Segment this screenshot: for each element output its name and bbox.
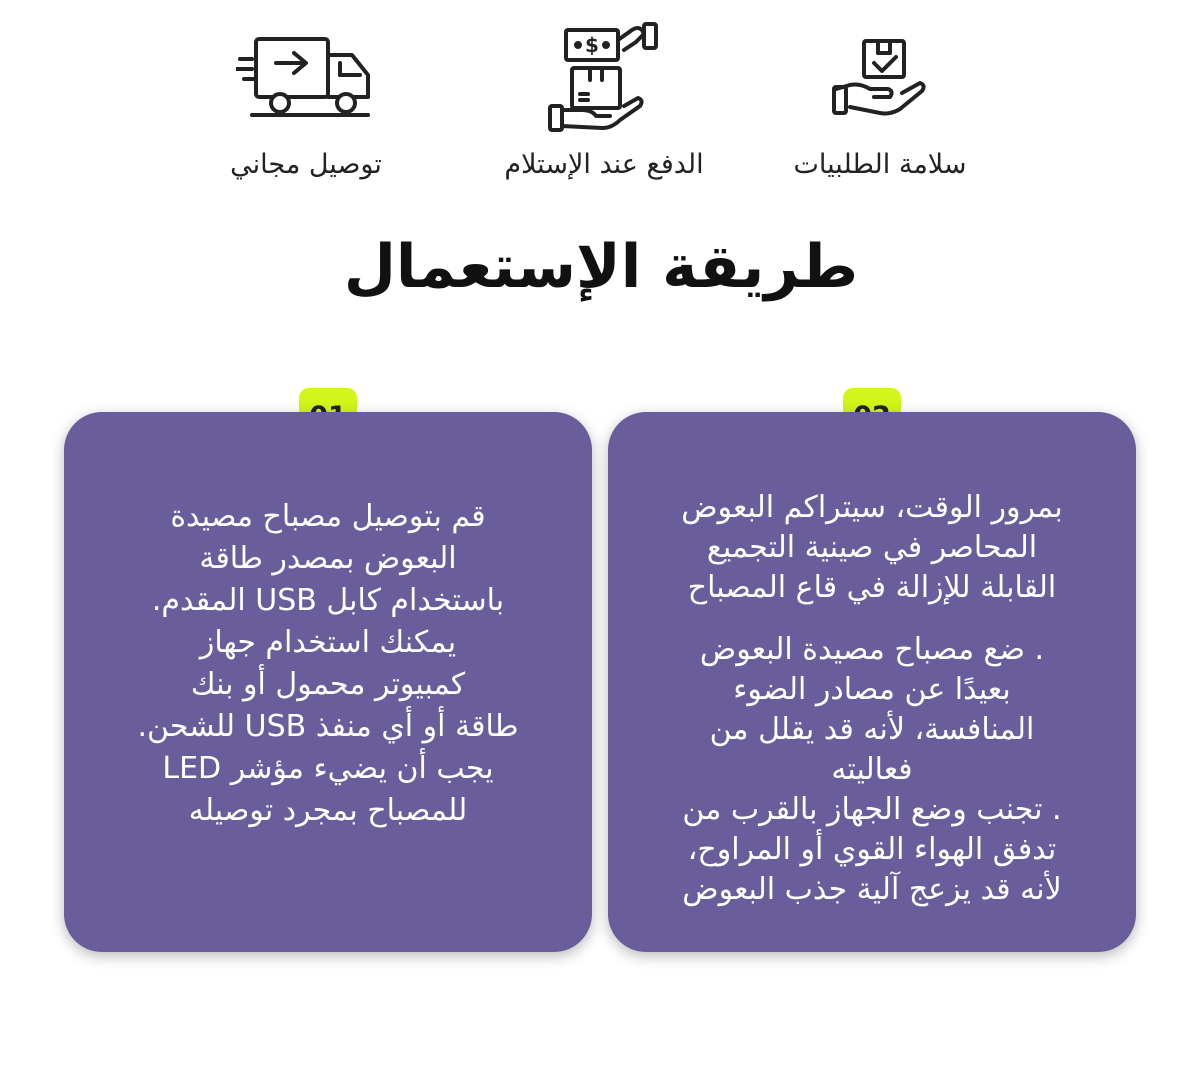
- instruction-paragraph: [636, 630, 1108, 910]
- instruction-line: للمصباح بمجرد توصيله: [188, 793, 468, 828]
- feature-label: سلامة الطلبيات: [793, 149, 967, 180]
- instruction-line: يجب أن يضيء مؤشر LED: [162, 751, 494, 786]
- instruction-line: القابلة للإزالة في قاع المصباح: [687, 570, 1057, 605]
- instruction-line: قم بتوصيل مصباح مصيدة: [170, 499, 486, 534]
- delivery-truck-icon: [231, 20, 381, 135]
- feature-label: الدفع عند الإستلام: [504, 149, 704, 180]
- step-card-2: [608, 412, 1136, 952]
- svg-text:$: $: [585, 33, 599, 57]
- instruction-line: بمرور الوقت، سيتراكم البعوض: [681, 490, 1063, 525]
- step-instructions: [92, 496, 564, 832]
- feature-free-delivery: [176, 20, 436, 190]
- instruction-line: لأنه قد يزعج آلية جذب البعوض: [682, 872, 1062, 907]
- instruction-line: فعاليته: [831, 752, 913, 787]
- instruction-line: البعوض بمصدر طاقة: [199, 541, 457, 576]
- box-on-hand-icon: [805, 20, 955, 135]
- instruction-line: المنافسة، لأنه قد يقلل من: [709, 712, 1035, 747]
- instruction-line: . ضع مصباح مصيدة البعوض: [699, 632, 1045, 667]
- feature-cash-on-delivery: [474, 20, 734, 190]
- cash-on-delivery-icon: [529, 20, 679, 135]
- instruction-line: بعيدًا عن مصادر الضوء: [733, 672, 1011, 707]
- step-card-1: [64, 412, 592, 952]
- feature-order-safety: [750, 20, 1010, 190]
- instruction-line: المحاصر في صينية التجميع: [706, 530, 1038, 565]
- instruction-line: باستخدام كابل USB المقدم.: [151, 583, 505, 618]
- instruction-line: . تجنب وضع الجهاز بالقرب من: [682, 792, 1062, 827]
- feature-label: توصيل مجاني: [230, 149, 382, 180]
- instruction-line: طاقة أو أي منفذ USB للشحن.: [137, 709, 519, 744]
- page-title: طريقة الإستعمال: [343, 232, 859, 302]
- instruction-line: يمكنك استخدام جهاز: [199, 625, 457, 660]
- step-instructions: [636, 488, 1108, 910]
- instruction-paragraph: [636, 488, 1108, 608]
- instruction-line: كمبيوتر محمول أو بنك: [190, 667, 466, 702]
- instruction-line: تدفق الهواء القوي أو المراوح،: [687, 832, 1057, 867]
